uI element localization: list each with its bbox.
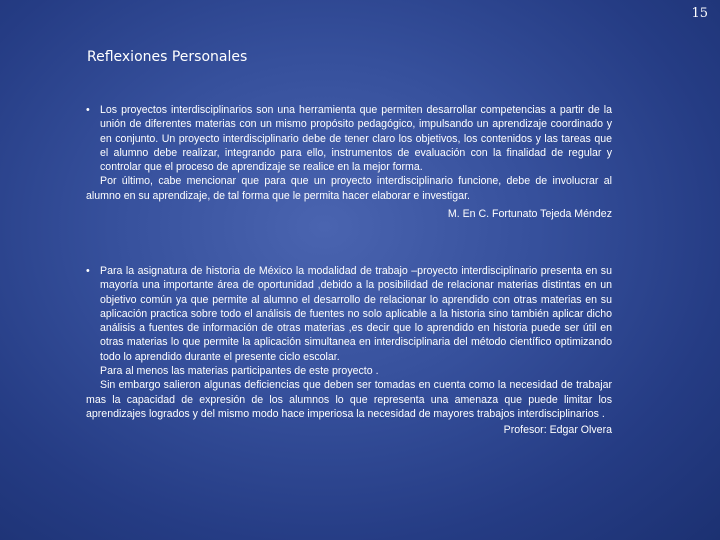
reflection-bullet-1 — [86, 103, 612, 174]
reflection-paragraph: Sin embargo salieron algunas deficiencias que deben ser tomadas en cuenta como la necesidad de trabajar mas la capacidad de expresión de los alumnos lo que representa una amenaza que puede limitar los aprendizajes logrados y del mismo modo hace imperiosa la necesidad de mayores trabajos interdisciplinarios . — [86, 379, 612, 420]
reflection-block-2 — [86, 264, 612, 438]
bullet-marker: • — [86, 265, 90, 277]
bullet-marker: • — [86, 104, 90, 116]
author-signature: M. En C. Fortunato Tejeda Méndez — [447, 208, 612, 221]
slide-number: 15 — [691, 6, 708, 21]
slide-title: Reflexiones Personales — [87, 49, 248, 65]
bullet-text: Para la asignatura de historia de México la modalidad de trabajo –proyecto interdisciplinario presenta en su mayoría una importante área de oportunidad ,debido a la posibilidad de relacionar materias distintas en un objetivo común ya que permite al alumno el desarrollo de relacionar lo aprendido con otras materias en su aplicación practica sobre todo el análisis de fuentes no solo aplicable a la historia sino también aplicar dicho análisis a fuentes de información de otras materias ,es decir que lo aprendido en historia puede ser útil en otras materias lo que permite la aplicación simultanea en interdisciplinaria del método científico optimizando todo lo aprendido durante el presente ciclo escolar. — [100, 265, 612, 363]
reflection-block-1 — [86, 103, 612, 221]
reflection-paragraph: Para al menos las materias participantes de este proyecto . — [100, 365, 379, 378]
author-signature: Profesor: Edgar Olvera — [503, 424, 612, 437]
reflection-bullet-2 — [86, 264, 612, 364]
reflection-paragraph: Por último, cabe mencionar que para que un proyecto interdisciplinario funcione, debe de involucrar al alumno en su aprendizaje, de tal forma que le permita hacer elaborar e investigar. — [86, 175, 612, 202]
bullet-text: Los proyectos interdisciplinarios son una herramienta que permiten desarrollar competencias a partir de la unión de diferentes materias con un mismo propósito pedagógico, impulsando un aprendizaje coordinado y en conjunto. Un proyecto interdisciplinario debe de tener claro los objetivos, los contenidos y las tareas que el alumno debe realizar, integrando para ello, instrumentos de evaluación con la finalidad de regular y controlar que el proceso de aprendizaje se realice en la mejor forma. — [100, 104, 612, 174]
